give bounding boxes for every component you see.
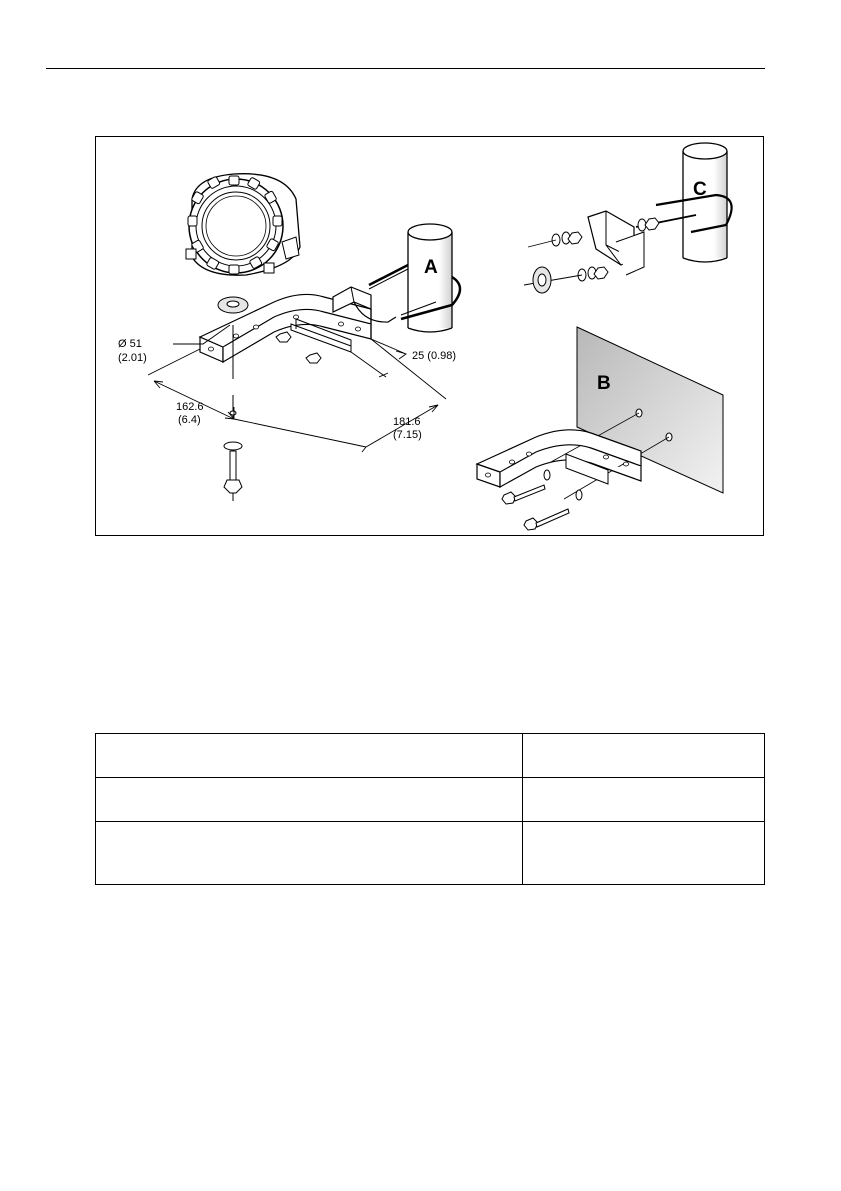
table-row (96, 778, 765, 822)
pipe-a (369, 224, 460, 332)
table-cell (523, 822, 765, 885)
dim-length-in: (7.15) (393, 429, 422, 441)
table-cell (96, 734, 523, 778)
dim-diameter: Ø 51 (118, 338, 142, 350)
dim-width: 162.6 (176, 401, 204, 413)
dim-thickness: 25 (0.98) (412, 350, 457, 362)
table-cell (523, 734, 765, 778)
transmitter-housing (186, 174, 300, 275)
table-row (96, 822, 765, 885)
pipe-c (636, 143, 732, 262)
table-cell (96, 822, 523, 885)
dim-width-in: (6.4) (178, 414, 201, 426)
dim-diameter-in: (2.01) (118, 352, 147, 364)
table-cell (523, 778, 765, 822)
washer (218, 297, 248, 313)
label-b: B (597, 373, 611, 394)
label-a: A (424, 257, 438, 278)
header-rule (46, 68, 765, 69)
mounting-figure (95, 136, 764, 536)
table-cell (96, 778, 523, 822)
label-c: C (693, 179, 707, 200)
clamp-assembly-c (524, 211, 659, 293)
data-table (95, 733, 765, 885)
dim-length: 181.6 (393, 416, 421, 428)
table-row (96, 734, 765, 778)
mounting-drawing (96, 137, 763, 535)
